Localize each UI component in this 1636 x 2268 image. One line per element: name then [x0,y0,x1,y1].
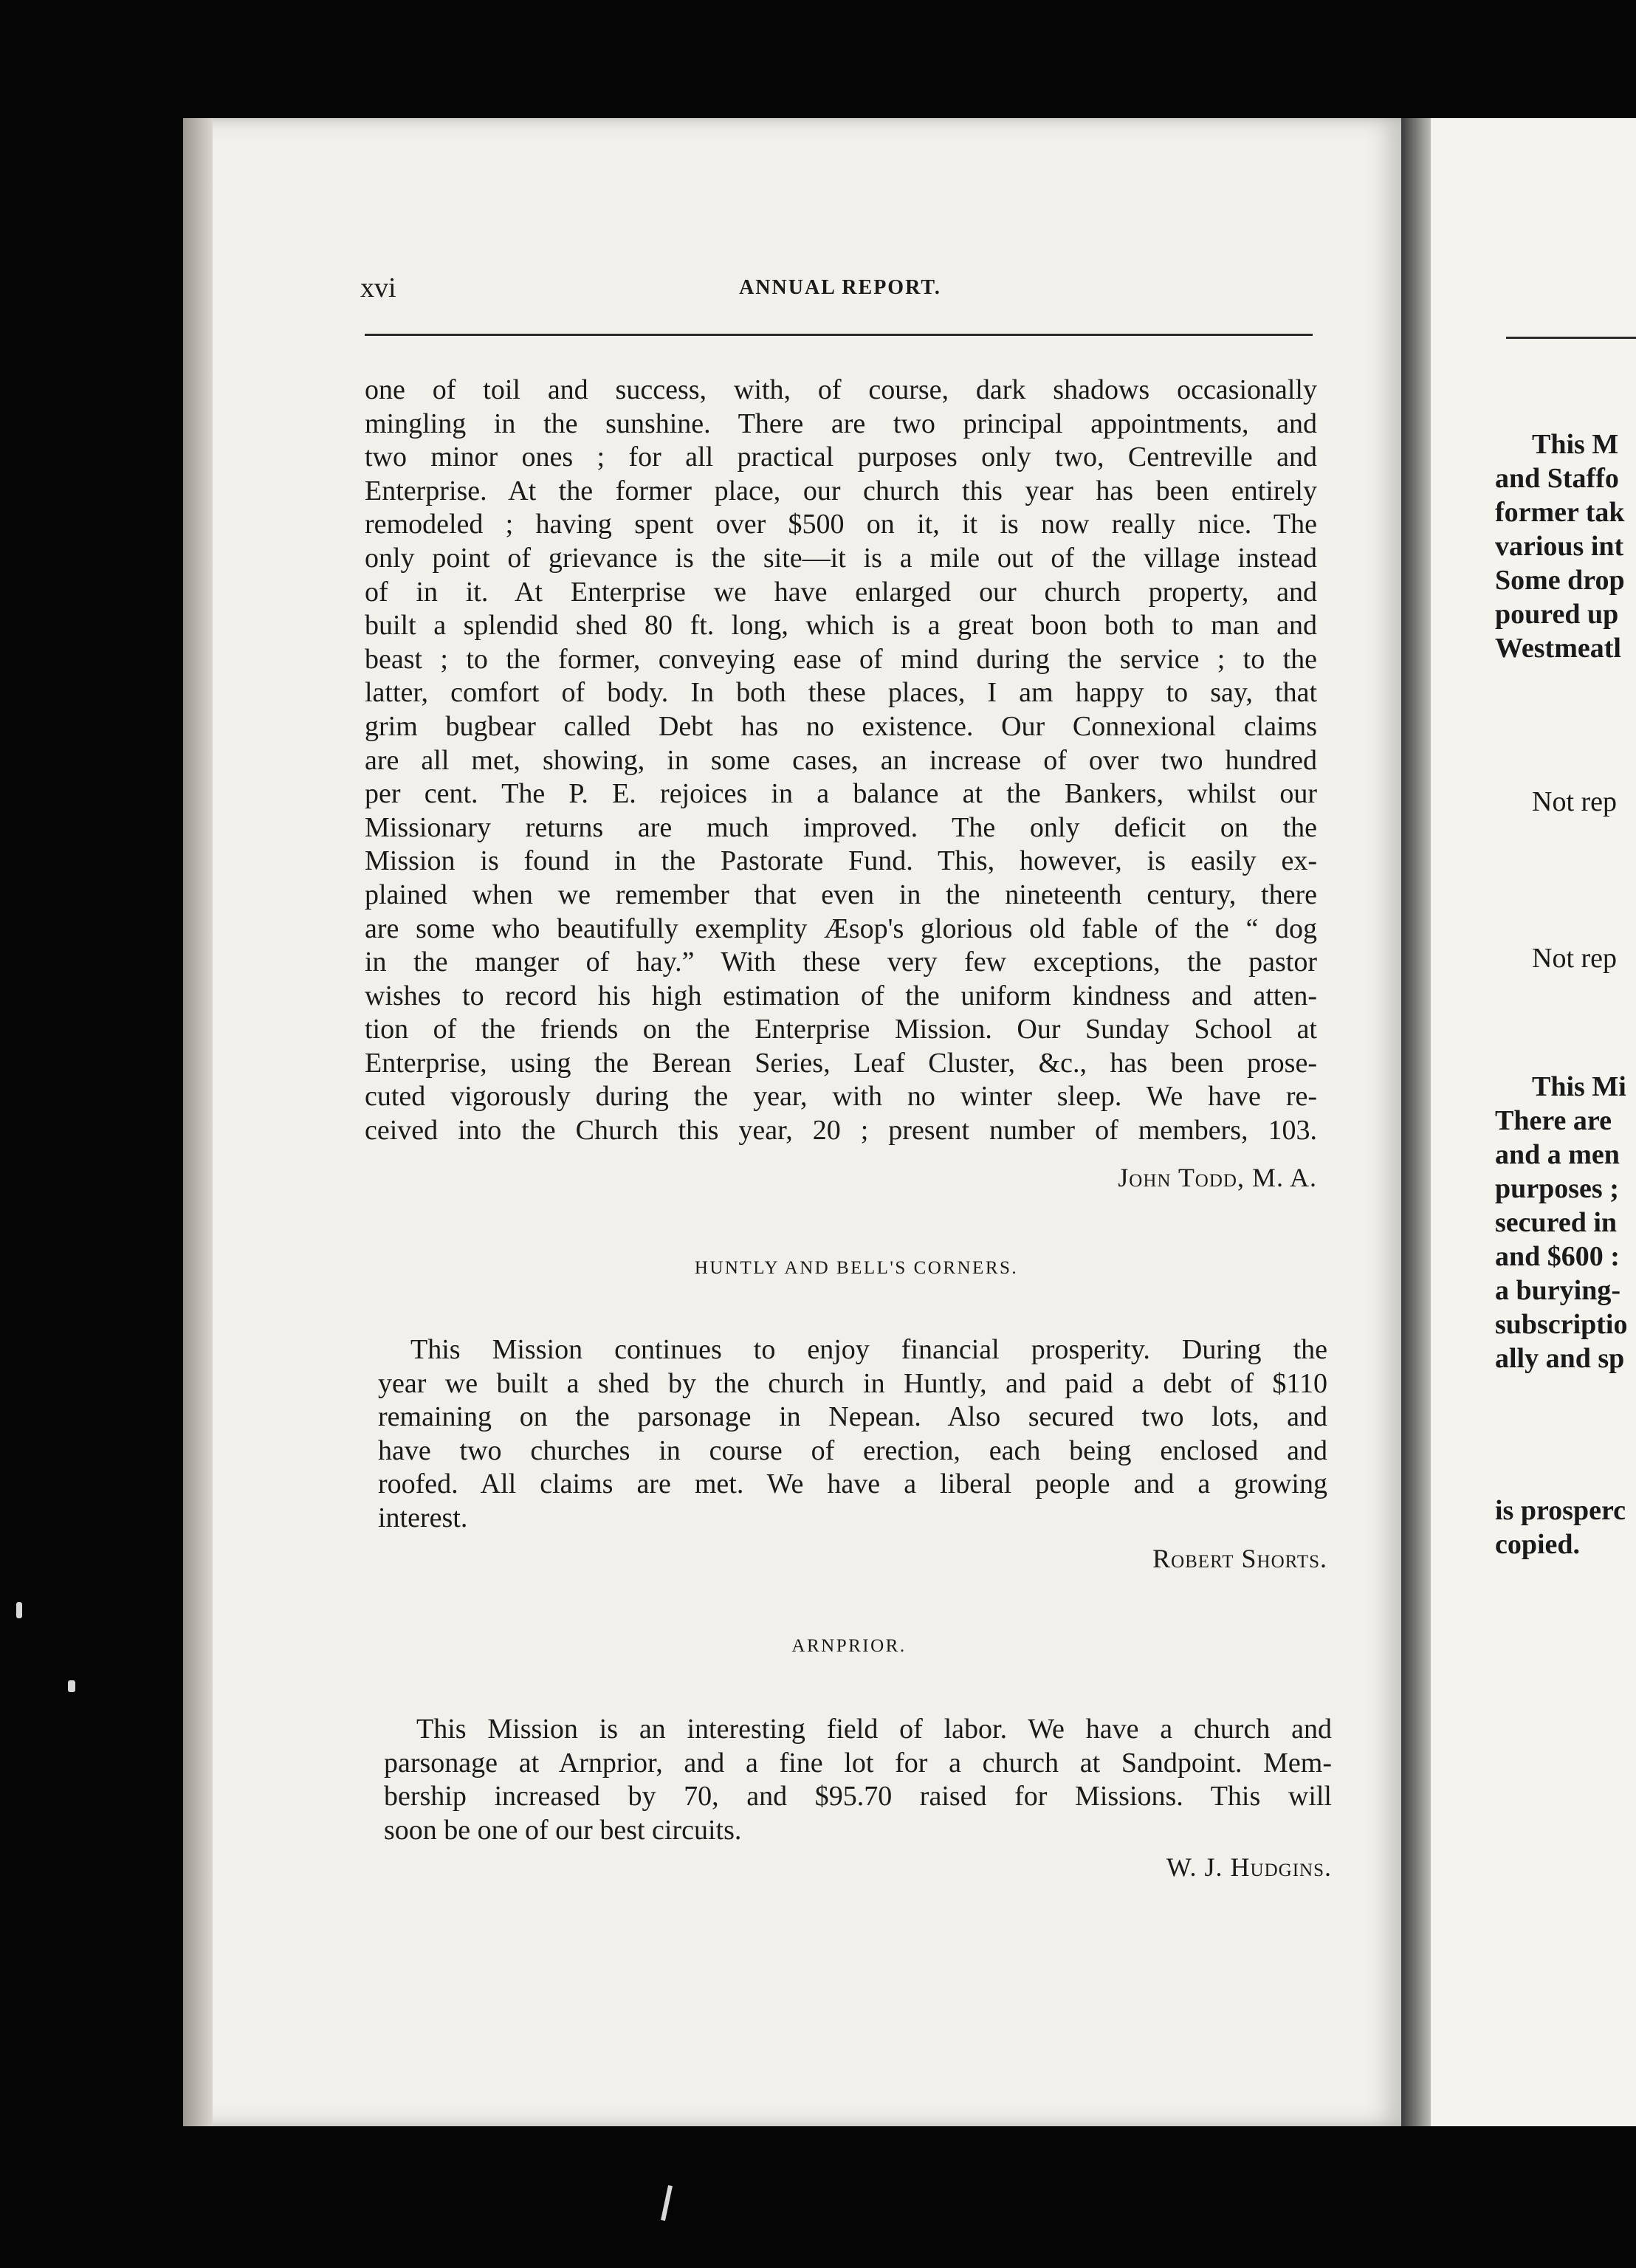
right-text-line: Not rep [1532,786,1618,817]
section-2-body [378,1333,1327,1536]
text-line: This Mission continues to enjoy financial prosperity. During the [410,1334,1327,1365]
section-1-body [365,374,1317,1148]
right-text-line: and a men [1495,1139,1620,1170]
right-text-line: ally and sp [1495,1343,1625,1374]
text-line: wishes to record his high estimation of the uniform kindness and atten- [365,980,1317,1011]
text-line: bership increased by 70, and $95.70 raised for Missions. This will [384,1781,1332,1812]
right-text-line: Some drop [1495,565,1625,596]
signature-john-todd: John Todd, M. A. [1118,1163,1317,1192]
book-gutter [1401,118,1431,2126]
text-line: per cent. The P. E. rejoices in a balance at the Bankers, whilst our [365,778,1317,810]
text-line: are some who beautifully exemplity Æsop's glorious old fable of the “ dog [365,913,1317,944]
right-text-line: and $600 : [1495,1241,1620,1272]
text-line: one of toil and success, with, of course, dark shadows occasionally [365,374,1317,405]
right-text-line: secured in [1495,1207,1618,1238]
text-line: built a splendid shed 80 ft. long, which is a great boon both to man and [365,610,1317,642]
text-line: remaining on the parsonage in Nepean. Also secured two lots, and [378,1401,1327,1433]
text-line: only point of grievance is the site—it is a mile out of the village instead [365,542,1317,574]
text-line: Missionary returns are much improved. The only deficit on the [365,811,1317,843]
text-line: of in it. At Enterprise we have enlarged our church property, and [365,576,1317,608]
right-text-line: purposes ; [1495,1173,1619,1204]
right-text-line: This M [1532,429,1619,460]
text-line: cuted vigorously during the year, with no winter sleep. We have re- [365,1081,1317,1113]
right-text-line: Westmeatl [1495,633,1621,664]
text-line: This Mission is an interesting field of labor. We have a church and [416,1714,1332,1745]
text-line: Enterprise. At the former place, our church this year has been entirely [365,475,1317,506]
text-line: Mission is found in the Pastorate Fund. This, however, is easily ex- [365,845,1317,877]
text-line: parsonage at Arnprior, and a fine lot for a church at Sandpoint. Mem- [384,1747,1332,1779]
right-text-line: various int [1495,531,1624,562]
scan-speck [661,2185,673,2221]
section-heading-huntly: HUNTLY AND BELL'S CORNERS. [694,1258,1019,1278]
right-text-line: is prosperc [1495,1495,1626,1526]
text-line: in the manger of hay.” With these very few exceptions, the pastor [365,946,1317,978]
running-head [360,272,1320,309]
right-page-rule [1506,337,1636,339]
text-line: year we built a shed by the church in Huntly, and paid a debt of $110 [378,1367,1327,1399]
section-heading-arnprior: ARNPRIOR. [791,1636,907,1656]
right-text-line: and Staffo [1495,463,1619,494]
text-line: have two churches in course of erection, each being enclosed and [378,1434,1327,1466]
signature-w-j-hudgins: W. J. Hudgins. [1166,1852,1332,1882]
right-text-line: There are [1495,1105,1612,1136]
right-text-line: subscriptio [1495,1309,1628,1340]
text-line: ceived into the Church this year, 20 ; present number of members, 103. [365,1115,1317,1147]
right-text-line: former tak [1495,497,1625,528]
header-rule [365,334,1313,336]
text-line: plained when we remember that even in the nineteenth century, there [365,879,1317,910]
signature-robert-shorts: Robert Shorts. [1152,1544,1327,1573]
text-line: Enterprise, using the Berean Series, Leaf Cluster, &c., has been prose- [365,1047,1317,1079]
text-line: are all met, showing, in some cases, an increase of over two hundred [365,744,1317,776]
right-text-line: a burying- [1495,1275,1620,1306]
page-title: ANNUAL REPORT. [739,276,941,299]
text-line: roofed. All claims are met. We have a liberal people and a growing [378,1468,1327,1500]
right-text-line: Not rep [1532,943,1618,974]
text-line: latter, comfort of body. In both these places, I am happy to say, that [365,677,1317,709]
text-line: grim bugbear called Debt has no existence. Our Connexional claims [365,710,1317,742]
right-text-line: poured up [1495,599,1619,630]
right-text-line: This Mi [1532,1071,1626,1102]
text-line: remodeled ; having spent over $500 on it, it is now really nice. The [365,509,1317,540]
text-line: interest. [378,1502,468,1533]
text-line: mingling in the sunshine. There are two principal appointments, and [365,408,1317,439]
page-number: xvi [360,272,396,303]
text-line: soon be one of our best circuits. [384,1814,742,1846]
scan-speck [16,1602,22,1618]
text-line: beast ; to the former, conveying ease of mind during the service ; to the [365,643,1317,675]
text-line: two minor ones ; for all practical purposes only two, Centreville and [365,441,1317,473]
section-3-body [384,1713,1332,1847]
right-text-line: copied. [1495,1529,1581,1560]
text-line: tion of the friends on the Enterprise Mission. Our Sunday School at [365,1014,1317,1045]
scan-speck [68,1680,75,1692]
